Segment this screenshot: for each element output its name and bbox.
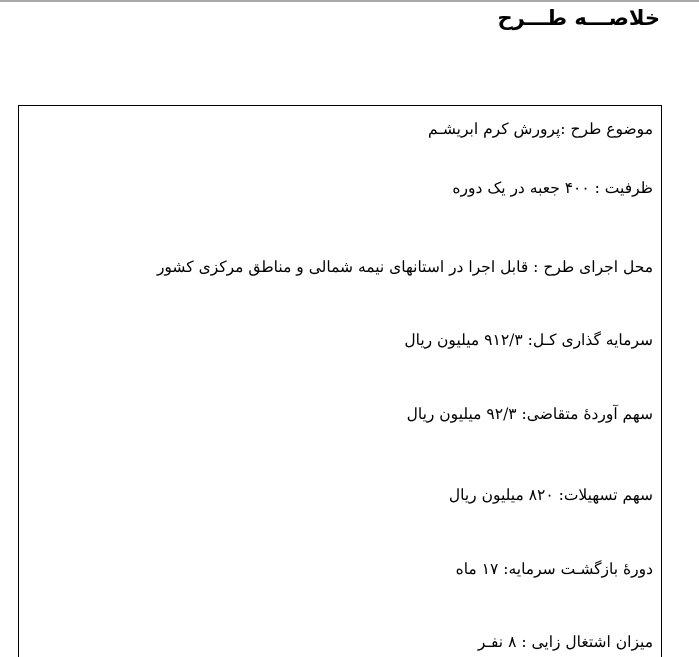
item-total-investment: سرمایه گذاری کـل: ۹۱۲/۳ میلیون ریال (404, 331, 653, 349)
item-applicant-share: سهم آوردهٔ متقاضی: ۹۲/۳ میلیون ریال (406, 405, 653, 423)
item-employment: میزان اشتغال زایی : ۸ نفـر (477, 633, 653, 651)
item-capacity: ظرفیت : ۴۰۰ جعبه در یک دوره (452, 179, 653, 197)
item-payback-period: دورهٔ بازگشـت سرمایه: ۱۷ ماه (455, 560, 653, 578)
item-subject: موضوع طرح :پرورش کرم ابریشـم (427, 120, 653, 138)
item-location: محل اجرای طرح : قابل اجرا در استانهای نیمه شمالی و مناطق مرکزی کشور (156, 258, 653, 276)
item-loan-share: سهم تسهیلات: ۸۲۰ میلیون ریال (448, 486, 653, 504)
top-divider (0, 0, 699, 2)
page-title: خلاصـــه طـــرح (497, 6, 660, 30)
summary-box (18, 105, 662, 657)
